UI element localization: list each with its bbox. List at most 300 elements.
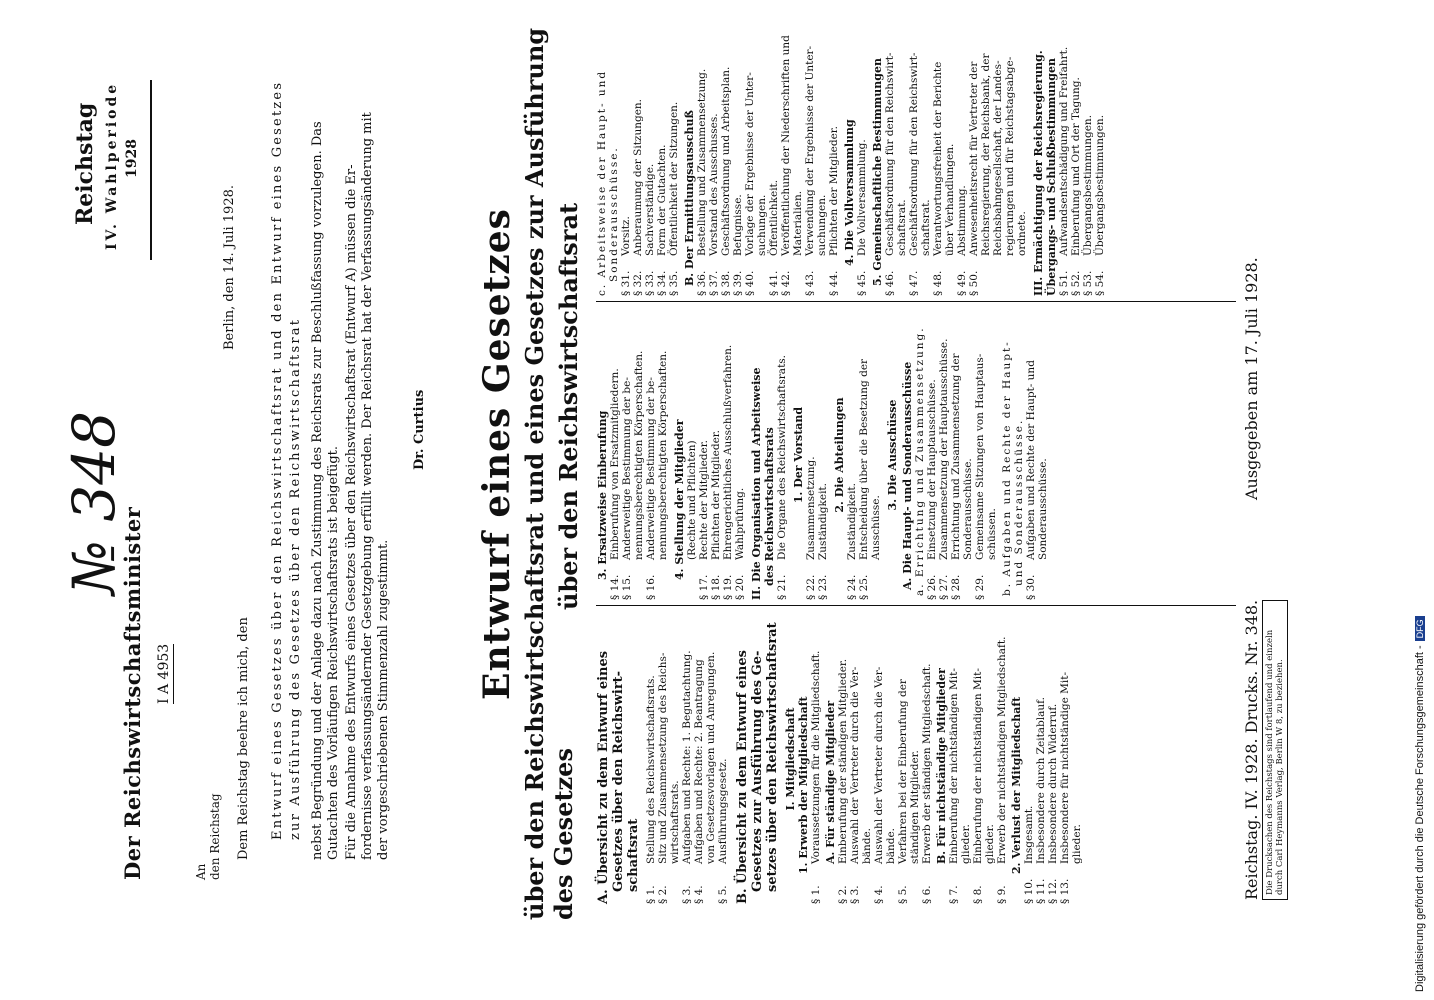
- toc-section: 3. Die Ausschüsse: [886, 399, 899, 511]
- toc-list: [837, 614, 933, 904]
- paragraph-number: § 32.: [632, 270, 644, 296]
- letter-paragraph: nebst Begründung und der Anlage dazu nach Zustimmung des Reichsrats zur Beschlußfassung vorzulegen. Das: [310, 121, 325, 860]
- header-rule: [150, 80, 152, 260]
- toc-entry: [885, 614, 897, 904]
- toc-entry: [1082, 6, 1094, 296]
- toc-entry-text: nennungsberechtigten Körperschaften.: [633, 350, 645, 560]
- paragraph-number: § 31.: [620, 270, 632, 296]
- toc-entry-text: Rechte der Mitglieder.: [698, 440, 710, 560]
- toc-section: A. Die Haupt- und Sonderausschüsse: [901, 361, 914, 590]
- toc-entry-text: glieder.: [1071, 824, 1083, 864]
- toc-entry-text: Sonderausschüsse.: [962, 458, 974, 560]
- issue-date: Ausgegeben am 17. Juli 1928.: [1242, 257, 1261, 500]
- toc-entry-text: Verantwortungsfreiheit der Berichte: [932, 61, 944, 256]
- toc-entry-text: Verfahren bei der Einberufung der: [897, 679, 909, 864]
- toc-entry-text: Zusammensetzung.: [805, 456, 817, 560]
- toc-entry-text: ordnete.: [1016, 211, 1028, 256]
- paragraph-number: § 8.: [972, 885, 984, 904]
- toc-section: 2. Die Abteilungen: [833, 397, 846, 513]
- paragraph-number: § 11.: [1035, 878, 1047, 904]
- toc-entry-text: suchungen.: [756, 194, 768, 256]
- toc-entry: [980, 6, 992, 296]
- toc-entry-text: Die Vollversammlung.: [856, 139, 868, 256]
- toc-entry-text: Ehrengerichtliches Ausschlußverfahren.: [722, 344, 734, 560]
- paragraph-number: § 13.: [1059, 878, 1071, 904]
- toc-entry: [1058, 6, 1070, 296]
- letter-paragraph: Gutachten des Vorläufigen Reichswirtschaftsrats ist beigefügt.: [326, 445, 341, 860]
- toc-heading: schaftsrat: [626, 818, 641, 892]
- paragraph-number: § 36.: [696, 270, 708, 296]
- toc-entry: [776, 310, 788, 600]
- toc-entry-text: Pflichten der Mitglieder.: [828, 125, 840, 256]
- toc-heading: setzes über den Reichswirtschaftsrat: [765, 622, 780, 892]
- toc-entry: [846, 310, 858, 600]
- paragraph-number: § 7.: [948, 885, 960, 904]
- toc-entry: [932, 6, 944, 296]
- toc-entry: [962, 310, 974, 600]
- period-label: IV. Wahlperiode: [104, 81, 120, 250]
- toc-list: [805, 310, 829, 600]
- paragraph-number: § 44.: [828, 270, 840, 296]
- letter-paragraph: zur Ausführung des Gesetzes über den Reichswirtschaftsrat: [288, 317, 303, 840]
- toc-entry-text: Erwerb der nichtständigen Mitgliedschaft.: [996, 636, 1008, 864]
- paragraph-number: § 19.: [722, 574, 734, 600]
- toc-entry-text: schüssen.: [986, 508, 998, 560]
- toc-entry-text: Aufwandsentschädigung und Freifahrt.: [1058, 46, 1070, 256]
- paragraph-number: § 39.: [732, 270, 744, 296]
- digitization-text: Digitalisierung gefördert durch die Deutsche Forschungsgemeinschaft -: [1414, 645, 1426, 992]
- paragraph-number: § 15.: [621, 574, 633, 600]
- toc-entry-text: Aufgaben und Rechte der Haupt- und: [1025, 360, 1037, 560]
- paragraph-number: § 49.: [956, 270, 968, 296]
- paragraph-number: § 37.: [708, 270, 720, 296]
- toc-entry: [984, 614, 996, 904]
- toc-subsection: a. Errichtung und Zusammensetzung.: [914, 326, 926, 596]
- toc-entry-text: Stellung des Reichswirtschaftsrats.: [645, 675, 657, 864]
- toc-subsection: Sonderausschüsse.: [608, 146, 620, 282]
- paragraph-number: § 28.: [950, 574, 962, 600]
- toc-entry-text: schaftsrat.: [920, 199, 932, 256]
- paragraph-number: § 14.: [609, 574, 621, 600]
- toc-entry: [645, 310, 657, 600]
- toc-entry-text: Wahlprüfung.: [734, 487, 746, 560]
- toc-entry: [656, 6, 668, 296]
- toc-entry: [705, 614, 717, 904]
- toc-entry-text: Pflichten der Mitglieder.: [710, 429, 722, 560]
- toc-section: 2. Verlust der Mitgliedschaft: [1010, 696, 1023, 874]
- toc-entry: [1025, 310, 1037, 600]
- toc-subsection: c. Arbeitsweise der Haupt- und: [596, 69, 608, 296]
- toc-entry: [921, 614, 933, 904]
- paragraph-number: § 1.: [810, 885, 822, 904]
- toc-column-1: [596, 614, 1083, 904]
- toc-entry: [810, 614, 822, 904]
- main-title-line3: über den Reichswirtschaftsrat: [554, 202, 583, 610]
- toc-entry: [920, 6, 932, 296]
- toc-entry: [950, 310, 962, 600]
- toc-entry: [621, 310, 633, 600]
- toc-entry: [837, 614, 849, 904]
- toc-entry: [828, 6, 840, 296]
- paragraph-number: § 35.: [668, 270, 680, 296]
- toc-entry-text: wirtschaftsrats.: [669, 780, 681, 864]
- toc-entry: [722, 310, 734, 600]
- paragraph-number: § 10.: [1023, 878, 1035, 904]
- toc-list: [1025, 310, 1049, 600]
- paragraph-number: § 18.: [710, 574, 722, 600]
- toc-section: B. Der Ermittlungsausschuß: [683, 110, 696, 286]
- toc-entry: [732, 6, 744, 296]
- toc-entry-text: schaftsrat.: [896, 199, 908, 256]
- toc-entry-text: Insbesondere durch Zeitablauf.: [1035, 697, 1047, 864]
- toc-list: [1058, 6, 1106, 296]
- paragraph-number: § 1.: [645, 885, 657, 904]
- paragraph-number: § 3.: [681, 885, 693, 904]
- toc-entry: [1016, 6, 1028, 296]
- toc-entry: [817, 310, 829, 600]
- toc-list: [1023, 614, 1083, 904]
- paragraph-number: § 2.: [657, 885, 669, 904]
- toc-entry-text: suchungen.: [816, 194, 828, 256]
- toc-entry: [1070, 6, 1082, 296]
- toc-entry: [1071, 614, 1083, 904]
- toc-list: [609, 310, 669, 600]
- toc-entry: [768, 6, 780, 296]
- toc-entry-text: Errichtung und Zusammensetzung der: [950, 353, 962, 560]
- toc-entry-text: Übergangsbestimmungen.: [1094, 114, 1106, 256]
- toc-entry-text: Bestellung und Zusammensetzung.: [696, 68, 708, 256]
- paragraph-number: § 40.: [744, 270, 756, 296]
- toc-entry-text: Öffentlichkeit.: [768, 179, 780, 256]
- toc-entry: [681, 614, 693, 904]
- toc-section: 5. Gemeinschaftliche Bestimmungen: [871, 58, 884, 286]
- toc-entry: [1035, 614, 1047, 904]
- toc-entry: [926, 310, 938, 600]
- toc-entry: [870, 310, 882, 600]
- paragraph-number: § 6.: [921, 885, 933, 904]
- toc-entry: [960, 614, 972, 904]
- toc-entry-text: Sonderausschüsse.: [1037, 458, 1049, 560]
- toc-entry-text: Insbesondere durch Widerruf.: [1047, 703, 1059, 864]
- toc-section: B. Für nichtständige Mitglieder: [935, 668, 948, 864]
- toc-section: 1. Der Vorstand: [792, 406, 805, 504]
- toc-entry-text: glieder.: [960, 824, 972, 864]
- column-divider: [596, 605, 1236, 606]
- toc-entry: [1047, 614, 1059, 904]
- toc-entry: [710, 310, 722, 600]
- paragraph-number: § 16.: [645, 574, 657, 600]
- toc-entry-text: Reichsregierung, der Reichsbank, der: [980, 53, 992, 256]
- column-divider: [596, 301, 1236, 302]
- toc-entry-text: Ausführungsgesetz.: [717, 758, 729, 864]
- toc-entry-text: Anberaumung der Sitzungen.: [632, 98, 644, 256]
- paragraph-number: § 38.: [720, 270, 732, 296]
- toc-entry: [861, 614, 873, 904]
- toc-heading: Gesetzes zur Ausführung des Ge-: [750, 650, 765, 892]
- toc-entry-text: Vorlage der Ergebnisse der Unter-: [744, 72, 756, 256]
- toc-entry-text: Die Organe des Reichswirtschaftsrats.: [776, 354, 788, 560]
- toc-entry: [938, 310, 950, 600]
- toc-entry-text: glieder.: [984, 824, 996, 864]
- toc-entry-text: regierungen und für Reichstagsabge-: [1004, 56, 1016, 256]
- toc-entry: [620, 6, 632, 296]
- toc-entry: [744, 6, 756, 296]
- toc-entry: [816, 6, 828, 296]
- toc-entry: [645, 614, 657, 904]
- paragraph-number: § 26.: [926, 574, 938, 600]
- toc-entry: [693, 614, 705, 904]
- toc-entry: [1037, 310, 1049, 600]
- footer-reference: Reichstag. IV. 1928. Drucks. Nr. 348.: [1242, 599, 1261, 900]
- toc-entry: [644, 6, 656, 296]
- toc-entry-text: Materialien.: [792, 190, 804, 256]
- addressee-line1: An: [194, 863, 208, 880]
- toc-list: [948, 614, 1008, 904]
- signature: Dr. Curtius: [412, 389, 427, 470]
- letter-paragraph: Dem Reichstag beehre ich mich, den: [236, 617, 251, 860]
- toc-entry: [968, 6, 980, 296]
- imprint-note: Die Drucksachen des Reichstags sind fortlaufend und einzeln durch Carl Heymanns Verlag, Berlin W 8, zu beziehen.: [1262, 600, 1288, 900]
- toc-list: [856, 6, 868, 296]
- toc-entry: [992, 6, 1004, 296]
- paragraph-number: § 33.: [644, 270, 656, 296]
- paragraph-number: § 23.: [817, 574, 829, 600]
- period-year: 1928: [124, 139, 140, 178]
- toc-entry-text: Aufgaben und Rechte: 1. Begutachtung.: [681, 650, 693, 864]
- toc-entry: [972, 614, 984, 904]
- toc-entry: [696, 6, 708, 296]
- toc-entry-text: Zuständigkeit.: [846, 483, 858, 560]
- toc-section: II. Die Organisation und Arbeitsweise: [750, 367, 763, 600]
- toc-entry-text: Sachverständige.: [644, 163, 656, 256]
- toc-entry-text: Zusammensetzung der Hauptausschüsse.: [938, 338, 950, 560]
- toc-section: 4. Stellung der Mitglieder: [673, 419, 686, 580]
- digitization-note: [1414, 12, 1426, 992]
- toc-entry: [633, 310, 645, 600]
- toc-list: [810, 614, 822, 904]
- paragraph-number: § 42.: [780, 270, 792, 296]
- addressee-line2: den Reichstag: [208, 793, 222, 880]
- toc-entry-text: nennungsberechtigten Körperschaften.: [657, 350, 669, 560]
- toc-entry-text: Ausschüsse.: [870, 495, 882, 560]
- toc-entry-text: Geschäftsordnung für den Reichswirt-: [908, 52, 920, 256]
- toc-entry-text: Gemeinsame Sitzungen von Hauptaus-: [974, 353, 986, 560]
- toc-entry: [708, 6, 720, 296]
- toc-entry-text: Einsetzung der Hauptausschüsse.: [926, 379, 938, 560]
- paragraph-number: § 24.: [846, 574, 858, 600]
- paragraph-number: § 54.: [1094, 270, 1106, 296]
- toc-entry: [632, 6, 644, 296]
- toc-entry: [1059, 614, 1071, 904]
- toc-subsection: b. Aufgaben und Rechte der Haupt-: [1001, 340, 1013, 596]
- toc-entry-text: ständigen Mitglieder.: [909, 750, 921, 864]
- paragraph-number: § 9.: [996, 885, 1008, 904]
- toc-section: des Reichswirtschaftsrats: [763, 427, 776, 586]
- toc-entry-text: Voraussetzungen für die Mitgliedschaft.: [810, 650, 822, 864]
- toc-entry-text: bände.: [885, 827, 897, 864]
- paragraph-number: § 29.: [974, 574, 986, 600]
- paragraph-number: § 43.: [804, 270, 816, 296]
- paragraph-number: § 17.: [698, 574, 710, 600]
- paragraph-number: § 51.: [1058, 270, 1070, 296]
- toc-entry: [986, 310, 998, 600]
- toc-list: [620, 6, 680, 296]
- letter-paragraph: Entwurf eines Gesetzes über den Reichswirtschaftsrat und den Entwurf eines Gesetzes: [270, 80, 285, 840]
- toc-entry: [698, 310, 710, 600]
- paragraph-number: § 53.: [1082, 270, 1094, 296]
- toc-entry: [948, 614, 960, 904]
- paragraph-number: § 2.: [837, 885, 849, 904]
- toc-entry-text: Abstimmung.: [956, 185, 968, 256]
- toc-entry-text: Reichsbahngesellschaft, der Landes-: [992, 60, 1004, 256]
- paragraph-number: § 25.: [858, 574, 870, 600]
- reference-number: I A 4953: [156, 643, 172, 704]
- toc-entry: [1094, 6, 1106, 296]
- paragraph-number: § 12.: [1047, 878, 1059, 904]
- toc-entry: [858, 310, 870, 600]
- ministry-title: Der Reichswirtschaftsminister: [120, 506, 145, 880]
- main-title-line2: über den Reichswirtschaftsrat und eines Gesetzes zur Ausführung des Gesetzes: [520, 27, 578, 920]
- toc-entry-text: bände.: [861, 827, 873, 864]
- toc-entry-text: Verwendung der Ergebnisse der Unter-: [804, 45, 816, 256]
- toc-entry-text: Übergangsbestimmungen.: [1082, 114, 1094, 256]
- toc-entry-text: Insgesamt.: [1023, 805, 1035, 864]
- toc-entry: [805, 310, 817, 600]
- paragraph-number: § 22.: [805, 574, 817, 600]
- toc-entry-text: über Verhandlungen.: [944, 143, 956, 256]
- toc-entry: [609, 310, 621, 600]
- toc-entry-text: Einberufung und Ort der Tagung.: [1070, 77, 1082, 256]
- toc-entry: [804, 6, 816, 296]
- toc-entry-text: Öffentlichkeit der Sitzungen.: [668, 101, 680, 256]
- toc-entry: [1023, 614, 1035, 904]
- toc-heading: Gesetzes über den Reichswirt-: [611, 670, 626, 892]
- toc-heading: B. Übersicht zu dem Entwurf eines: [735, 650, 750, 904]
- letter-paragraph: fordernisse verfassungsändernder Gesetzgebung erfüllt werden. Der Reichsrat hat der Verfassungsänderung mit: [360, 112, 375, 860]
- toc-entry-text: Geschäftsordnung für den Reichswirt-: [884, 52, 896, 256]
- toc-entry-text: Einberufung der ständigen Mitglieder.: [837, 658, 849, 864]
- paragraph-number: § 52.: [1070, 270, 1082, 296]
- toc-entry: [896, 6, 908, 296]
- toc-entry-text: Zuständigkeit.: [817, 483, 829, 560]
- toc-section: III. Ermächtigung der Reichsregierung.: [1032, 50, 1045, 296]
- paragraph-number: § 41.: [768, 270, 780, 296]
- toc-column-3: [596, 6, 1106, 296]
- toc-entry-text: Aufgaben und Rechte: 2. Beantragung: [693, 659, 705, 864]
- toc-entry: [720, 6, 732, 296]
- toc-entry: [734, 310, 746, 600]
- toc-entry-text: Anwesenheitsrecht für Vertreter der: [968, 61, 980, 256]
- toc-entry: [956, 6, 968, 296]
- toc-entry-text: Erwerb der ständigen Mitgliedschaft.: [921, 663, 933, 864]
- toc-entry-text: Sitz und Zusammensetzung des Reichs-: [657, 652, 669, 864]
- toc-entry-text: Form der Gutachten.: [656, 144, 668, 256]
- toc-column-2: [596, 310, 1049, 600]
- toc-list: [926, 310, 998, 600]
- toc-entry: [884, 6, 896, 296]
- toc-entry-text: Geschäftsordnung und Arbeitsplan.: [720, 66, 732, 256]
- toc-entry-text: Veröffentlichung der Niederschriften und: [780, 35, 792, 256]
- toc-entry-text: Anderweitige Bestimmung der be-: [621, 377, 633, 560]
- paragraph-number: § 46.: [884, 270, 896, 296]
- reichstag-label: Reichstag: [72, 102, 98, 225]
- toc-entry: [668, 6, 680, 296]
- paragraph-number: § 45.: [856, 270, 868, 296]
- letter-paragraph: der vorgeschriebenen Stimmenzahl zugestimmt.: [376, 539, 391, 860]
- toc-list: [696, 6, 840, 296]
- toc-entry: [897, 614, 909, 904]
- toc-entry-text: Einberufung der nichtständigen Mit-: [972, 668, 984, 864]
- paragraph-number: § 5.: [717, 885, 729, 904]
- toc-subsection: und Sonderausschüsse.: [1013, 418, 1025, 586]
- toc-section: I. Mitgliedschaft: [784, 707, 797, 811]
- paragraph-number: § 34.: [656, 270, 668, 296]
- paragraph-number: § 21.: [776, 574, 788, 600]
- toc-list: [846, 310, 882, 600]
- toc-section-note: (Rechte und Pflichten): [686, 440, 698, 560]
- paragraph-number: § 48.: [932, 270, 944, 296]
- main-title: Entwurf eines Gesetzes: [476, 208, 518, 700]
- letter-paragraph: Für die Annahme des Entwurfs eines Gesetzes über den Reichswirtschaftsrat (Entwurf A) müssen die Er-: [344, 164, 359, 860]
- toc-list: [776, 310, 788, 600]
- toc-entry: [657, 614, 669, 904]
- paragraph-number: § 20.: [734, 574, 746, 600]
- toc-entry: [756, 6, 768, 296]
- toc-entry: [856, 6, 868, 296]
- toc-list: [698, 310, 746, 600]
- toc-entry-text: Auswahl der Vertreter durch die Ver-: [873, 666, 885, 864]
- toc-section: A. Für ständige Mitglieder: [824, 700, 837, 864]
- toc-entry: [717, 614, 729, 904]
- toc-entry: [792, 6, 804, 296]
- paragraph-number: § 30.: [1025, 574, 1037, 600]
- dfg-logo: DFG: [1415, 616, 1425, 641]
- paragraph-number: § 50.: [968, 270, 980, 296]
- toc-entry-text: Befugnisse.: [732, 194, 744, 256]
- paragraph-number: § 3.: [849, 885, 861, 904]
- toc-entry: [873, 614, 885, 904]
- letter-date: Berlin, den 14. Juli 1928.: [222, 185, 237, 350]
- toc-entry-text: Insbesondere für nichtständige Mit-: [1059, 671, 1071, 864]
- toc-entry: [1004, 6, 1016, 296]
- toc-section: 4. Die Vollversammlung: [843, 119, 856, 266]
- toc-entry: [849, 614, 861, 904]
- toc-list: [884, 6, 1028, 296]
- toc-section: Übergangs- und Schlußbestimmungen: [1045, 58, 1058, 296]
- paragraph-number: § 47.: [908, 270, 920, 296]
- paragraph-number: § 4.: [693, 885, 705, 904]
- toc-entry-text: Vorsitz.: [620, 216, 632, 256]
- toc-entry-text: Vorstand des Ausschusses.: [708, 113, 720, 256]
- toc-entry: [996, 614, 1008, 904]
- paragraph-number: § 5.: [897, 885, 909, 904]
- toc-entry-text: Einberufung der nichtständigen Mit-: [948, 668, 960, 864]
- toc-entry-text: Anderweitige Bestimmung der be-: [645, 377, 657, 560]
- toc-entry: [944, 6, 956, 296]
- toc-entry-text: Entscheidung über die Besetzung der: [858, 358, 870, 560]
- paragraph-number: § 27.: [938, 574, 950, 600]
- toc-entry: [974, 310, 986, 600]
- toc-entry-text: Einberufung von Ersatzmitgliedern.: [609, 368, 621, 560]
- toc-entry: [908, 6, 920, 296]
- toc-entry: [780, 6, 792, 296]
- toc-section: 1. Erwerb der Mitgliedschaft: [797, 696, 810, 874]
- toc-entry: [909, 614, 921, 904]
- toc-entry: [657, 310, 669, 600]
- toc-entry-text: von Gesetzesvorlagen und Anregungen.: [705, 651, 717, 864]
- toc-entry: [669, 614, 681, 904]
- paragraph-number: § 4.: [873, 885, 885, 904]
